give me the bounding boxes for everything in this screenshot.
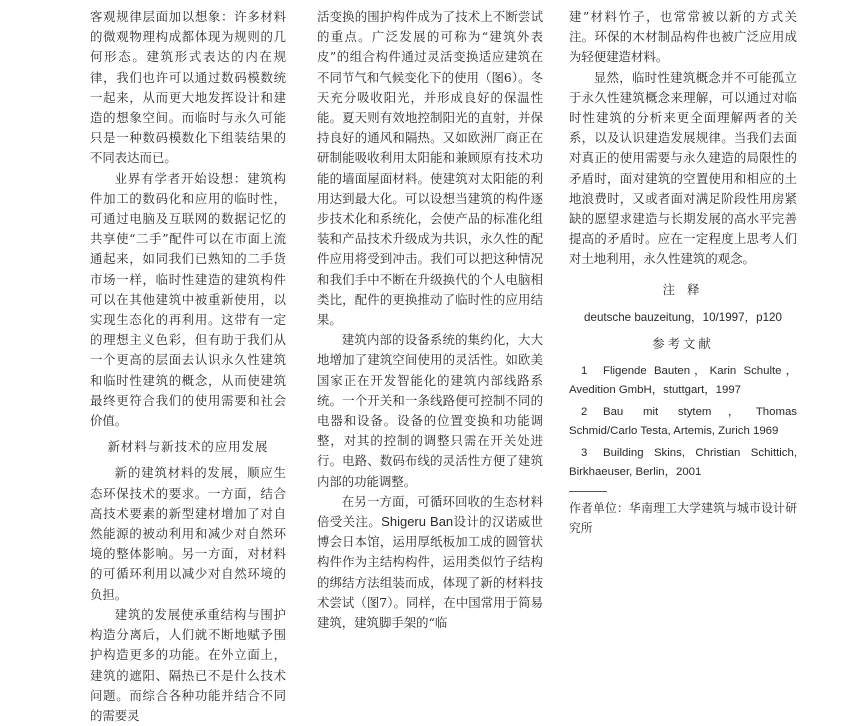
reference-text: Building Skins, Christian Schittich, Birkhaeuser, Berlin，2001 bbox=[569, 447, 797, 478]
section-heading: 新材料与新技术的应用发展 bbox=[107, 439, 269, 455]
paragraph: 新的建筑材料的发展，顺应生态环保技术的要求。一方面，结合高技术要素的新型建材增加了对自然能源的被动利用和减少对自然环境的整体影响。另一方面，对材料的可循环利用以减少对自然环境的负担。 bbox=[90, 465, 286, 602]
text-run: 在另一方面，可循环回收的生态材料倍受关注。 bbox=[317, 493, 543, 530]
note-item: deutsche bauzeitung，10/1997，p120 bbox=[584, 310, 782, 324]
text-run: 设计的汉诺威世博会日本馆，运用厚纸板加工成的圆管状构件作为主结构构件，运用类似竹子结构的绑结方法组装而成，体现了新的材料技术尝试（图7）。同样，在中国常用于简易建筑，建筑脚手架的“临 bbox=[317, 514, 544, 631]
reference-text: Bau mit stytem，Thomas Schmid/Carlo Testa, Artemis, Zurich 1969 bbox=[569, 406, 797, 437]
text-run: ）。冬天充分吸收阳光，并形成良好的保温性能。夏天则有效地控制阳光的直射，并保持良好的通风和隔热。又如欧洲厂商正在研制能吸收利用太阳能和兼顾原有技术功能的墙面屋面材料。使建筑对太阳能的利用达到最大化。可以设想当建筑的构件逐步技术化和系统化，会使产品的标准化组装和产品技术升级成为共识，永久性的配件应用将受到冲击。我们可以把这种情况和我们手中不断在升级换代的个人电脑相类比，配件的更换推动了临时性的应用结果。 bbox=[317, 69, 543, 328]
paragraph: 建筑的发展使承重结构与围护构造分离后，人们就不断地赋予围护构造更多的功能。在外立面上，建筑的遮阳、隔热已不是什么技术问题。而综合各种功能并结合不同的需要灵 bbox=[90, 606, 286, 723]
column-3 bbox=[569, 7, 797, 539]
paragraph bbox=[317, 7, 543, 330]
notes-title: 注 释 bbox=[662, 281, 704, 297]
text-run: 活变换的围护构件成为了技术上不断尝试的重点。广泛发展的可称为“建筑外表皮”的组合构件通过灵活变换适应建筑在不同节气和气候变化下的使用（图 bbox=[317, 9, 543, 85]
author-affiliation: 作者单位：华南理工大学建筑与城市设计研究所 bbox=[569, 501, 797, 536]
reference-item bbox=[569, 444, 797, 481]
divider bbox=[569, 491, 607, 492]
paragraph: 建”材料竹子，也常常被以新的方式关注。环保的木材制品构件也被广泛应用成为轻便建造材料。 bbox=[569, 9, 797, 65]
reference-item bbox=[569, 362, 797, 399]
paragraph bbox=[317, 492, 543, 633]
paragraph: 建筑内部的设备系统的集约化，大大地增加了建筑空间使用的灵活性。如欧美国家正在开发智能化的建筑内部线路系统。一个开关和一条线路便可控制不同的电器和设备。设备的位置变换和功能调整，对其的控制的调整只需在开关处进行。电路、数码布线的灵活性方便了建筑内部的功能调整。 bbox=[317, 332, 543, 489]
column-1 bbox=[90, 7, 286, 726]
references-title: 参考文献 bbox=[652, 336, 714, 352]
reference-text: Fligende Bauten，Karin Schulte，Avedition GmbH，stuttgart，1997 bbox=[569, 365, 797, 396]
architect-name: Shigeru Ban bbox=[381, 514, 454, 530]
paragraph: 业界有学者开始设想：建筑构件加工的数码化和应用的临时性，可通过电脑及互联网的数据记忆的共享使“二手”配件可以在市面上流通起来，如同我们已熟知的二手货市场一样，临时性建造的建筑构件可以在其他建筑中被重新使用，以实现生态化的再利用。这带有一定的理想主义色彩，但有助于我们从一个更高的层面去认识永久性建筑和临时性建筑的概念，从而使建筑最终更符合我们的使用需要和社会价值。 bbox=[90, 170, 286, 429]
reference-number: 1 bbox=[581, 365, 588, 378]
reference-number: 2 bbox=[581, 406, 588, 419]
reference-item bbox=[569, 403, 797, 440]
column-2 bbox=[317, 7, 543, 633]
paragraph: 客观规律层面加以想象：许多材料的微观物理构成都体现为规则的几何形态。建筑形式表达的内在规律，我们也许可以通过数码模数统一起来，从而更大地发挥设计和建造的想象空间。而临时与永久可能只是一种数码模数化下组装结果的不同表达而已。 bbox=[90, 9, 286, 166]
reference-number: 3 bbox=[581, 447, 588, 460]
paragraph: 显然，临时性建筑概念并不可能孤立于永久性建筑概念来理解，可以通过对临时性建筑的分析来更全面理解两者的关系，以及认识建造发展规律。当我们去面对真正的使用需要与永久建造的局限性的矛盾时，面对建筑的空置使用和相应的土地浪费时，又或者面对满足阶段性用房紧缺的愿望求建造与长期发展的高水平完善提高的矛盾时。应在一定程度上思考人们对土地利用，永久性建筑的观念。 bbox=[569, 69, 797, 267]
figure-ref: 6 bbox=[503, 69, 512, 85]
